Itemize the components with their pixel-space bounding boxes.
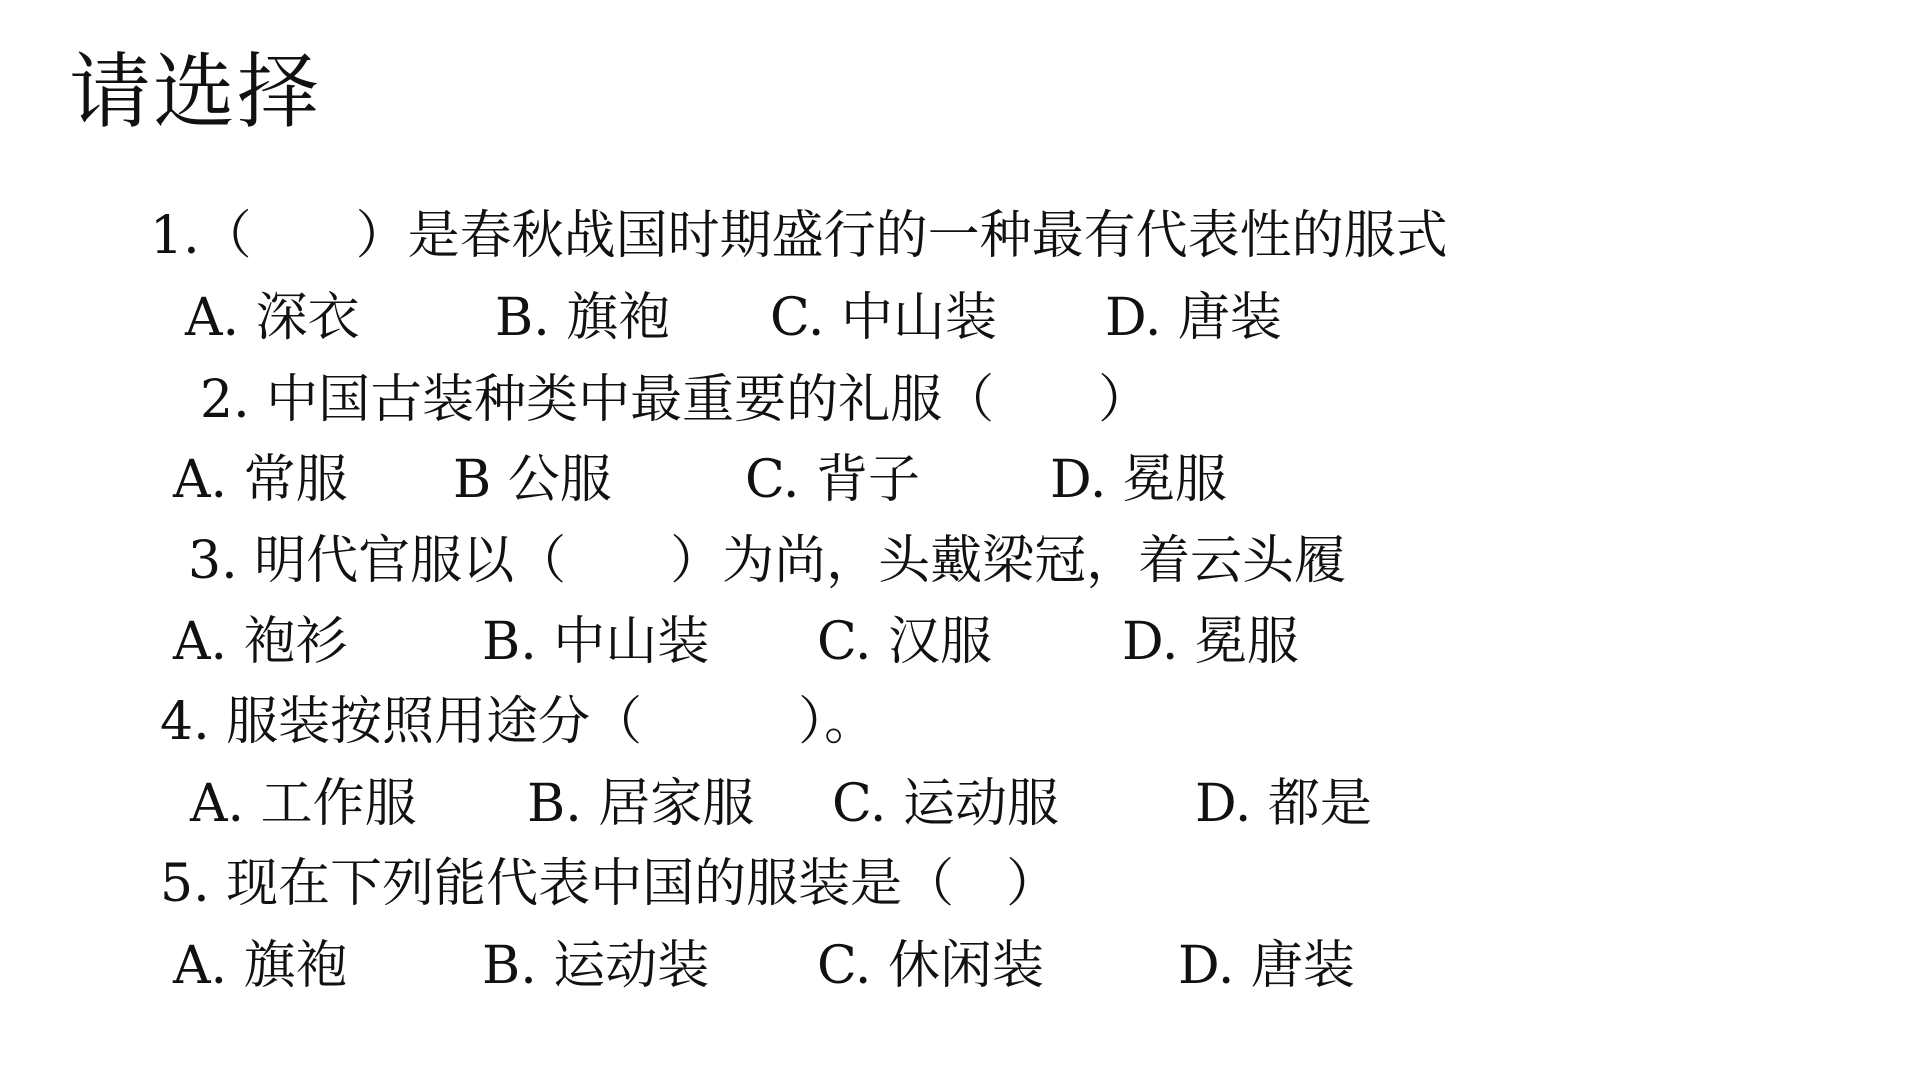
question-4-text: 4. 服装按照用途分（ ）。 [160, 692, 877, 752]
question-4-option-b: B. 居家服 [527, 774, 755, 834]
question-1-option-d: D. 唐装 [1105, 288, 1282, 348]
question-3-option-a: A. 袍衫 [173, 612, 348, 672]
question-5-option-b: B. 运动装 [482, 936, 710, 996]
question-5-option-a: A. 旗袍 [173, 936, 348, 996]
question-1-option-b: B. 旗袍 [495, 288, 671, 348]
question-3-option-b: B. 中山装 [482, 612, 710, 672]
question-3-option-c: C. 汉服 [817, 612, 992, 672]
question-3-option-d: D. 冕服 [1122, 612, 1299, 672]
question-5-option-d: D. 唐装 [1178, 936, 1355, 996]
question-2-text: 2. 中国古装种类中最重要的礼服（ ） [200, 370, 1151, 430]
question-5-text: 5. 现在下列能代表中国的服装是（ ） [160, 854, 1059, 914]
question-1-text: 1.（ ）是春秋战国时期盛行的一种最有代表性的服式 [150, 206, 1448, 266]
question-2-option-b: B 公服 [453, 450, 612, 510]
question-1-option-a: A. 深衣 [185, 288, 360, 348]
question-2-option-d: D. 冕服 [1050, 450, 1227, 510]
question-2-option-a: A. 常服 [173, 450, 348, 510]
question-3-text: 3. 明代官服以（ ）为尚，头戴梁冠，着云头履 [188, 531, 1347, 591]
question-4-option-a: A. 工作服 [190, 774, 417, 834]
question-2-option-c: C. 背子 [745, 450, 920, 510]
question-1-option-c: C. 中山装 [770, 288, 997, 348]
question-5-option-c: C. 休闲装 [817, 936, 1044, 996]
question-4-option-d: D. 都是 [1195, 774, 1372, 834]
page-title: 请选择 [69, 45, 322, 140]
question-4-option-c: C. 运动服 [832, 774, 1059, 834]
